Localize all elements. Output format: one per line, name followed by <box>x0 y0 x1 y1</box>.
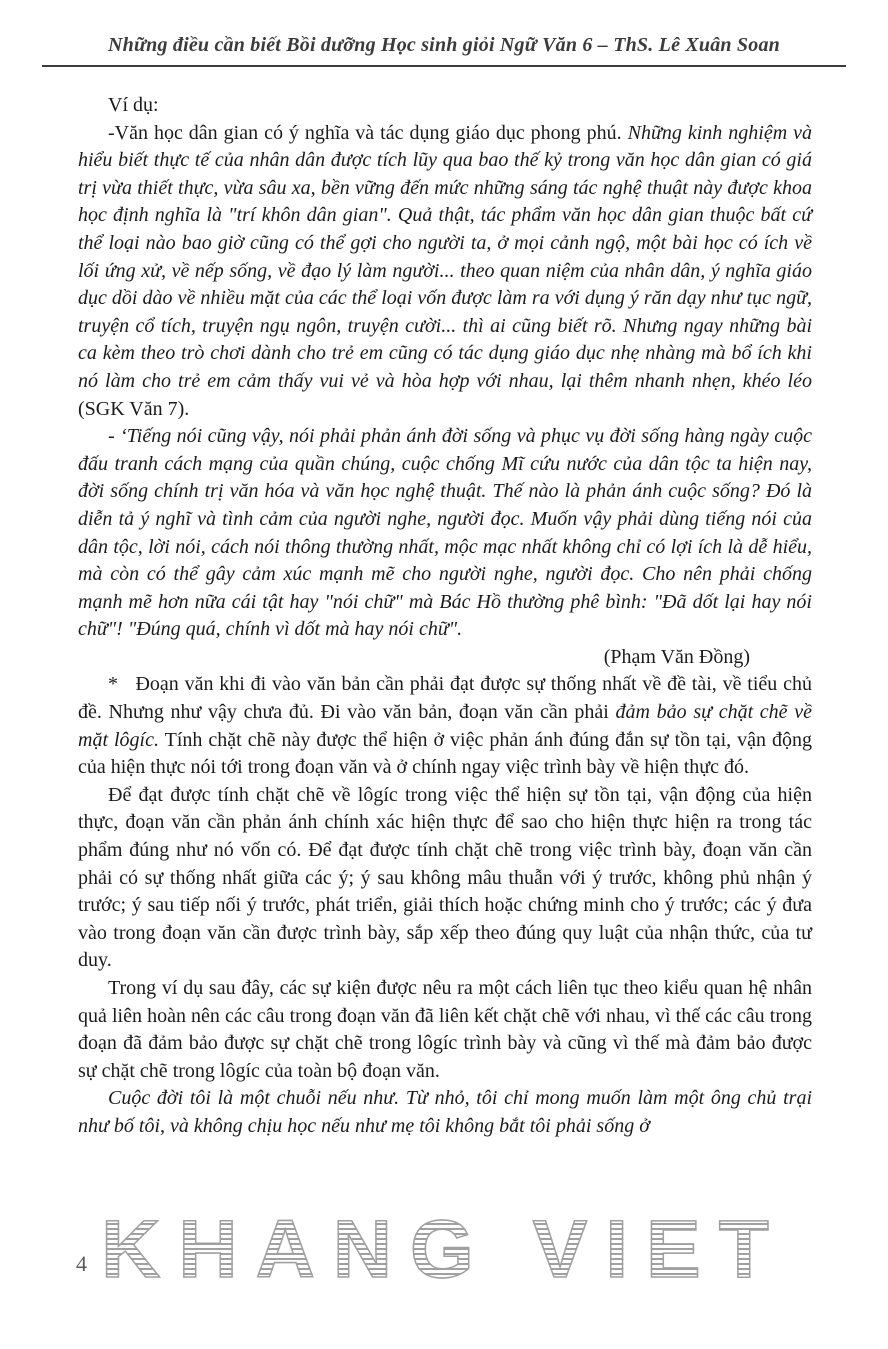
paragraph-folk-literature <box>78 120 812 424</box>
attribution-line: (Phạm Văn Đồng) <box>603 645 750 668</box>
paragraph-lead: -Văn học dân gian có ý nghĩa và tác dụng giáo dục phong phú. <box>108 121 628 144</box>
paragraph-rest: Tính chặt chẽ này được thể hiện ở việc phản ánh đúng đắn sự tồn tại, vận động của hiện thực nói tới trong đoạn văn và ở chính ngay việc trình bày về hiện thực đó. <box>78 728 813 779</box>
page-content <box>78 92 812 1141</box>
paragraph-lead: * Đoạn văn khi đi vào văn bản cần phải đạt được sự thống nhất về đề tài, về tiểu chủ đề. Nhưng như vậy chưa đủ. Đi vào văn bản, đoạn văn cần phải <box>78 673 812 724</box>
paragraph-doan-van <box>78 671 812 781</box>
page-number: 4 <box>76 1251 87 1276</box>
quoted-passage: Những kinh nghiệm và hiểu biết thực tế của nhân dân được tích lũy qua bao thế kỷ trong văn học dân gian có giá trị vừa thiết thực, vừa sâu xa, bền vững đến mức những sáng tác nghệ thuật này được khoa học định nghĩa là "trí khôn dân gian". Quả thật, tác phẩm văn học dân gian thuộc bất cứ thể loại nào bao giờ cũng có thể gợi cho người ta, ở mọi cảnh ngộ, một bài học có ích về lối ứng xử, về nếp sống, về đạo lý làm người... theo quan niệm của nhân dân, ý nghĩa giáo dục dồi dào về nhiều mặt của các thể loại vốn được làm ra với dụng ý răn dạy như tục ngữ, truyện cổ tích, truyện ngụ ngôn, truyện cười... thì ai cũng biết rõ. Nhưng ngay những bài ca kèm theo trò chơi dành cho trẻ em cũng có tác dụng giáo dục nhẹ nhàng mà bổ ích khi nó làm cho trẻ em cảm thấy vui vẻ và hòa hợp với nhau, lại thêm nhanh nhẹn, khéo léo <box>78 121 813 392</box>
publisher-watermark: KHANG VIET <box>101 1204 787 1295</box>
paragraph-vi-du-sau: Trong ví dụ sau đây, các sự kiện được nêu ra một cách liên tục theo kiểu quan hệ nhân quả liên hoàn nên các câu trong đoạn văn đã liên kết chặt chẽ với nhau, vì thế các câu trong đoạn đã đảm bảo được sự chặt chẽ trong lôgíc trình bày và cũng vì thế mà đảm bảo được sự chặt chẽ trong lôgíc của toàn bộ đoạn văn. <box>78 977 812 1082</box>
paragraph-tieng-noi-quote <box>78 423 812 644</box>
example-label: Ví dụ: <box>108 94 159 116</box>
paragraph-logic: Để đạt được tính chặt chẽ về lôgíc trong việc thể hiện sự tồn tại, vận động của hiện thực, đoạn văn cần phản ánh chính xác hiện thực để sao cho hiện thực hiện ra trong tác phẩm đúng như nó vốn có. Để đạt được tính chặt chẽ trong việc trình bày, đoạn văn cần phải có sự thống nhất giữa các ý; ý sau không mâu thuẫn với ý trước, không phủ nhận ý trước; ý sau tiếp nối ý trước, phát triển, giải thích hoặc chứng minh cho ý trước; các ý đưa vào trong đoạn văn cần được trình bày, sắp xếp theo đúng quy luật của nhận thức, của tư duy. <box>78 783 812 972</box>
page-header <box>42 34 846 67</box>
page-footer <box>0 1204 888 1349</box>
quoted-passage: - ‘Tiếng nói cũng vậy, nói phải phản ánh đời sống và phục vụ đời sống hàng ngày cuộc đấu tranh cách mạng của quần chúng, cuộc chống Mĩ cứu nước của dân tộc ta hiện nay, đời sống chính trị văn hóa và văn học nghệ thuật. Thế nào là phản ánh cuộc sống? Đó là diễn tả ý nghĩ và tình cảm của người nghe, người đọc. Muốn vậy phải dùng tiếng nói của dân tộc, lời nói, cách nói thông thường nhất, mộc mạc nhất không chỉ có lợi ích là dễ hiểu, mà còn có thể gây cảm xúc mạnh mẽ cho người nghe, người đọc. Cho nên phải chống mạnh mẽ hơn nữa cái tật hay "nói chữ" mà Bác Hồ thường phê bình: "Đã dốt lại hay nói chữ"! "Đúng quá, chính vì dốt mà hay nói chữ". <box>78 425 812 641</box>
citation: (SGK Văn 7). <box>78 397 190 420</box>
running-head-title: Những điều cần biết Bồi dưỡng Học sinh giỏi Ngữ Văn 6 – ThS. Lê Xuân Soan <box>108 34 780 56</box>
quoted-passage: Cuộc đời tôi là một chuỗi nếu như. Từ nhỏ, tôi chỉ mong muốn làm một ông chủ trại như bố tôi, và không chịu học nếu như mẹ tôi không bắt tôi phải sống ở <box>78 1087 812 1137</box>
paragraph-example-label <box>78 92 812 120</box>
paragraph-cuoc-doi <box>78 1085 812 1140</box>
emphasized-phrase: đảm bảo sự chặt chẽ về mặt lôgíc. <box>78 701 812 751</box>
